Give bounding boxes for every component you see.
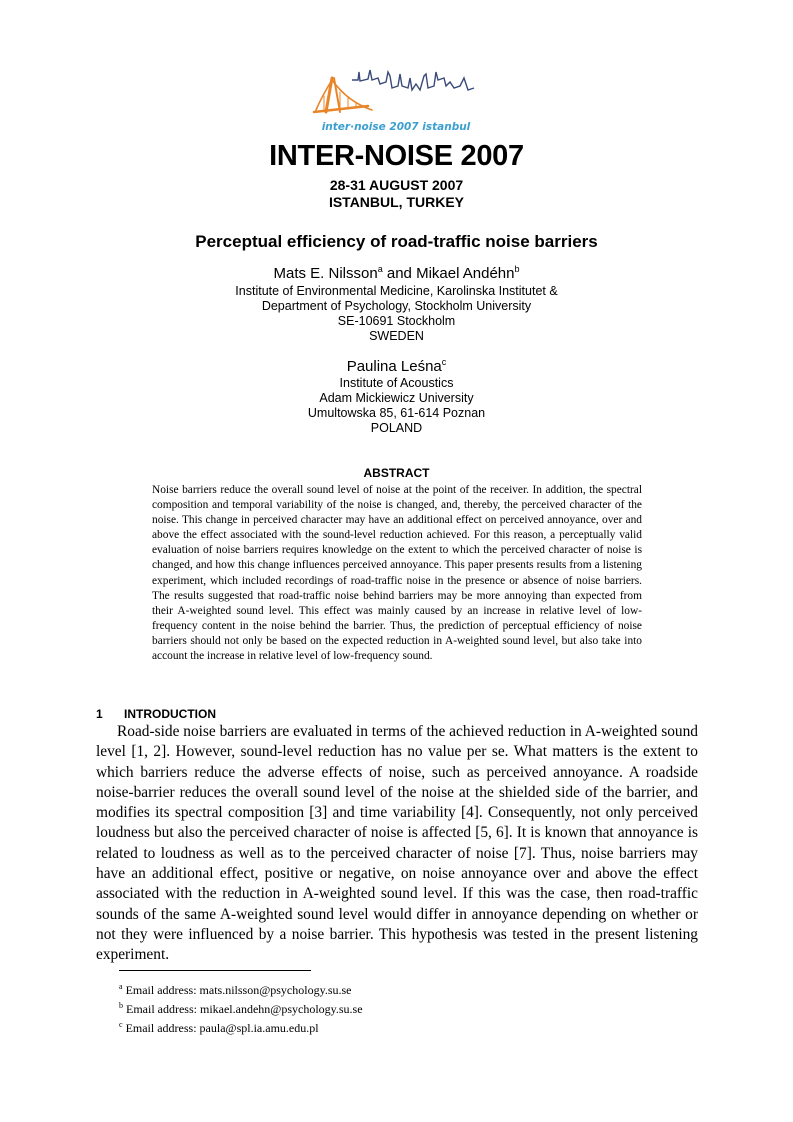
conference-place: ISTANBUL, TURKEY xyxy=(328,194,465,210)
abstract-text: Noise barriers reduce the overall sound level of noise at the point of the receiver. In addition, the spectral composition and temporal variability of the noise is changed, and, thereby, the perceived character of the noise. This change in perceived character may have an additional effect on perceived annoyance, over and above the effect associated with the sound-level reduction achieved. For this reason, a perceptually valid evaluation of noise barriers requires knowledge on the extent to which the perceived character of noise is changed, and how this change influences perceived annoyance. This paper presents results from a listening experiment, which included recordings of road-traffic noise in the presence or absence of noise barriers. The results suggested that road-traffic noise behind barriers may be more annoying than expected from their A-weighted sound level. This effect was mainly caused by an increase in relative level of low-frequency content in the noise behind the barrier. Thus, the prediction of perceptual efficiency of noise barriers should not only be based on the expected reduction in A-weighted sound level, but also take into account the increase in relative level of low-frequency sound. xyxy=(152,484,642,663)
abstract-heading: ABSTRACT xyxy=(363,466,430,480)
author-mark: c xyxy=(441,357,447,367)
section-title: INTRODUCTION xyxy=(124,707,216,721)
footnote xyxy=(119,979,363,998)
author-mark: b xyxy=(514,264,520,274)
footnote-mark: c xyxy=(119,1020,123,1029)
affiliation-line: SWEDEN xyxy=(369,329,424,343)
author-line-2 xyxy=(0,357,793,375)
skyline-waveform-icon xyxy=(352,70,474,90)
affiliation-line: Umultowska 85, 61-614 Poznan xyxy=(307,406,486,420)
conference-logo xyxy=(312,66,480,134)
section-number: 1 xyxy=(96,707,103,721)
footnote-mark: a xyxy=(119,982,123,991)
affiliation-line: Adam Mickiewicz University xyxy=(319,391,474,405)
bridge-icon xyxy=(314,78,372,112)
author-mark: a xyxy=(377,264,383,274)
author-name: Mikael Andéhn xyxy=(416,265,515,282)
footnote-divider xyxy=(119,970,311,971)
affiliation-line: SE-10691 Stockholm xyxy=(337,314,456,328)
logo-text: inter·noise 2007 istanbul xyxy=(321,121,471,133)
section-body: Road-side noise barriers are evaluated in terms of the achieved reduction in A-weighted sound level [1, 2]. However, sound-level reduction has no value per se. What matters is the extent to which barriers reduce the adverse effects of noise, such as perceived annoyance. A roadside noise-barrier reduces the overall sound level of the noise at the shielded side of the barrier, and modifies its spectral composition [3] and time variability [4]. Consequently, not only perceived loudness but also the perceived character of noise is affected [5, 6]. It is known that annoyance is related to loudness as well as to the perceived character of noise [7]. Thus, noise barriers may have an additional effect, positive or negative, on noise annoyance over and above the effect associated with the reduction in A-weighted sound level. If this was the case, then road-traffic sounds of the same A-weighted sound level would differ in annoyance depending on whether or not they were influenced by a noise barrier. This hypothesis was tested in the present listening experiment. xyxy=(96,723,698,964)
section-heading xyxy=(96,707,216,721)
paper-title: Perceptual efficiency of road-traffic noise barriers xyxy=(195,232,598,251)
footnote xyxy=(119,1017,363,1036)
affiliation-line: Institute of Environmental Medicine, Karolinska Institutet & xyxy=(235,284,558,298)
affiliation-line: Institute of Acoustics xyxy=(339,376,454,390)
affiliation-line: Department of Psychology, Stockholm University xyxy=(261,299,532,313)
author-name: Mats E. Nilsson xyxy=(273,265,378,282)
footnote-text: Email address: mats.nilsson@psychology.su.se xyxy=(122,983,352,997)
author-name: Paulina Leśna xyxy=(346,358,442,375)
footnote-text: Email address: paula@spl.ia.amu.edu.pl xyxy=(122,1021,319,1035)
footnote-text: Email address: mikael.andehn@psychology.su.se xyxy=(123,1002,363,1016)
affiliation-line: POLAND xyxy=(370,421,423,435)
authors-line xyxy=(0,264,793,282)
footnote xyxy=(119,998,363,1017)
footnotes xyxy=(119,979,363,1036)
footnote-mark: b xyxy=(119,1001,123,1010)
conference-dates: 28-31 AUGUST 2007 xyxy=(329,177,464,193)
author-connector: and xyxy=(382,265,417,282)
conference-title: INTER-NOISE 2007 xyxy=(269,140,524,172)
